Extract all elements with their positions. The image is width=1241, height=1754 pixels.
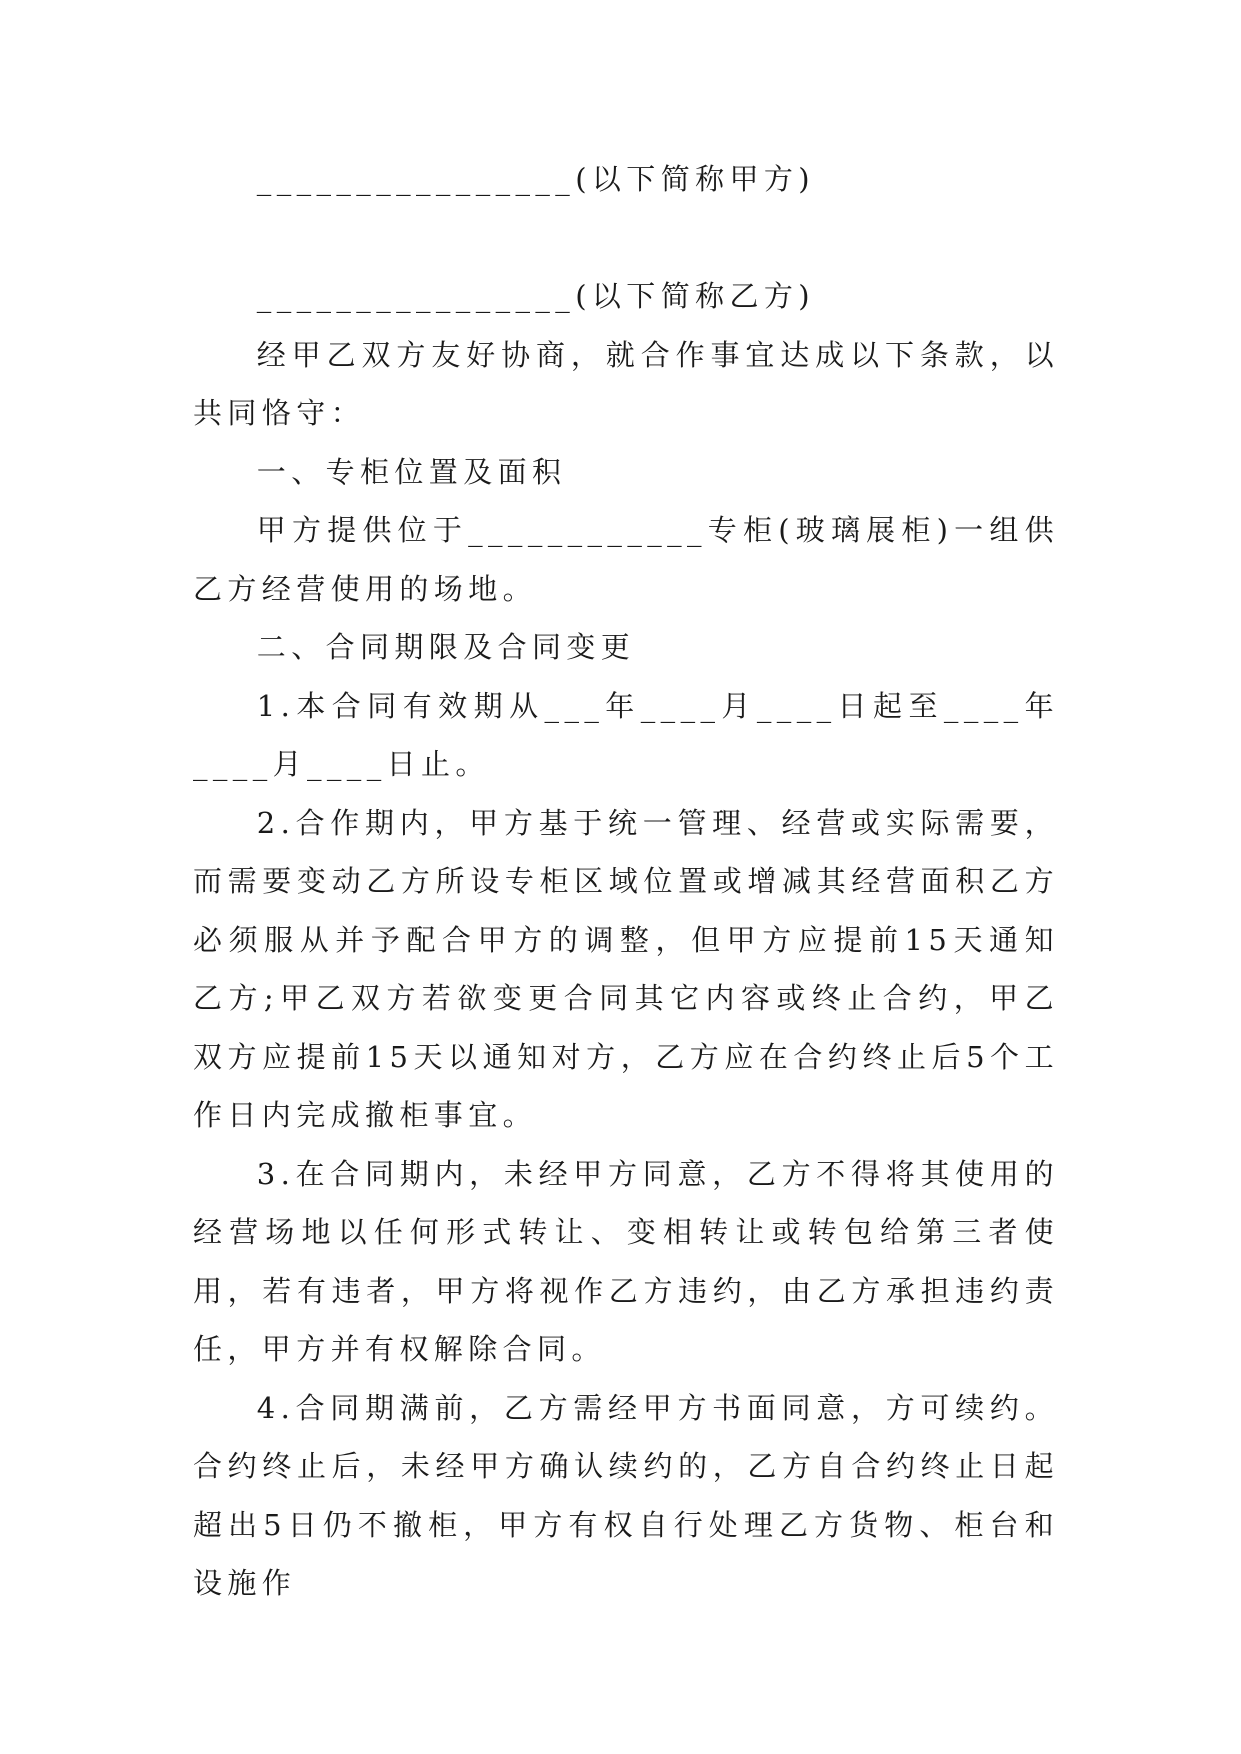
intro-paragraph: 经甲乙双方友好协商，就合作事宜达成以下条款，以共同恪守： xyxy=(193,337,1059,430)
section-1-body: 甲方提供位于____________专柜(玻璃展柜)一组供乙方经营使用的场地。 xyxy=(193,513,1059,606)
clause-3: 3.在合同期内，未经甲方同意，乙方不得将其使用的经营场地以任何形式转让、变相转让或转包给第三者使用，若有违者，甲方将视作乙方违约，由乙方承担违约责任，甲方并有权解除合同。 xyxy=(193,1156,1059,1366)
party-b-line: ________________(以下简称乙方) xyxy=(256,279,816,313)
clause-1: 1.本合同有效期从___年____月____日起至____年____月____日止。 xyxy=(193,688,1059,781)
clause-4: 4.合同期满前，乙方需经甲方书面同意，方可续约。合约终止后，未经甲方确认续约的，乙方自合约终止日起超出5日仍不撤柜，甲方有权自行处理乙方货物、柜台和设施作 xyxy=(193,1390,1059,1600)
blank-gap xyxy=(193,209,1059,268)
party-a-line: ________________(以下简称甲方) xyxy=(256,162,816,196)
section-2-title: 二、合同期限及合同变更 xyxy=(256,630,636,664)
section-1-title: 一、专柜位置及面积 xyxy=(256,454,567,489)
contract-body xyxy=(193,150,1059,1613)
clause-2: 2.合作期内，甲方基于统一管理、经营或实际需要，而需要变动乙方所设专柜区域位置或增减其经营面积乙方必须服从并予配合甲方的调整，但甲方应提前15天通知乙方;甲乙双方若欲变更合同其它内容或终止合约，甲乙双方应提前15天以通知对方，乙方应在合约终止后5个工作日内完成撤柜事宜。 xyxy=(193,805,1059,1132)
